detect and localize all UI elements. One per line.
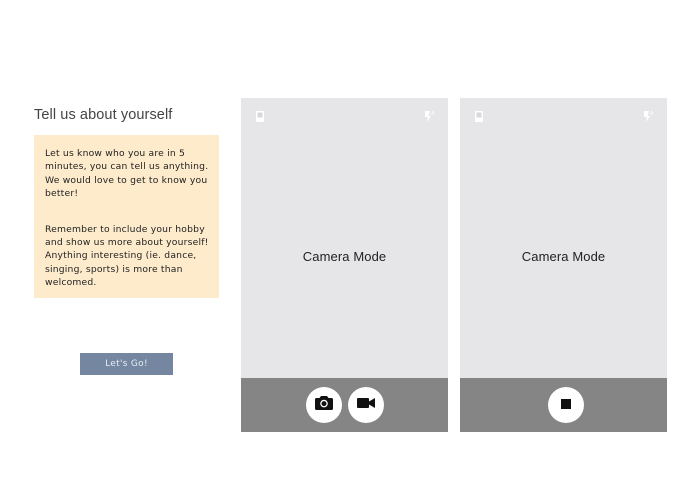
info-paragraph-1: Let us know who you are in 5 minutes, you can tell us anything. We would love to get to know you better!	[45, 148, 209, 200]
camera-mode-label: Camera Mode	[302, 249, 387, 264]
take-photo-button[interactable]	[306, 387, 342, 423]
page-title: Tell us about yourself	[34, 107, 173, 123]
camera-panel-left	[241, 98, 448, 432]
record-video-button[interactable]	[348, 387, 384, 423]
camera-panel-right	[460, 98, 667, 432]
video-icon	[357, 396, 375, 414]
svg-text:A: A	[431, 111, 435, 117]
stop-recording-button[interactable]	[548, 387, 584, 423]
flash-icon[interactable]	[641, 108, 655, 124]
info-paragraph-2: Remember to include your hobby and show us more about yourself! Anything interesting (ie. dance, singing, sports) is more than welcomed.	[45, 223, 209, 289]
lets-go-button[interactable]: Let's Go!	[80, 353, 173, 375]
device-icon[interactable]	[472, 108, 486, 124]
stop-icon	[561, 396, 571, 414]
svg-text:A: A	[650, 111, 654, 117]
camera-icon	[315, 395, 333, 415]
device-icon[interactable]	[253, 108, 267, 124]
camera-control-bar	[460, 378, 667, 432]
flash-icon[interactable]	[422, 108, 436, 124]
camera-control-bar	[241, 378, 448, 432]
camera-mode-label: Camera Mode	[521, 249, 606, 264]
info-card	[34, 135, 219, 298]
